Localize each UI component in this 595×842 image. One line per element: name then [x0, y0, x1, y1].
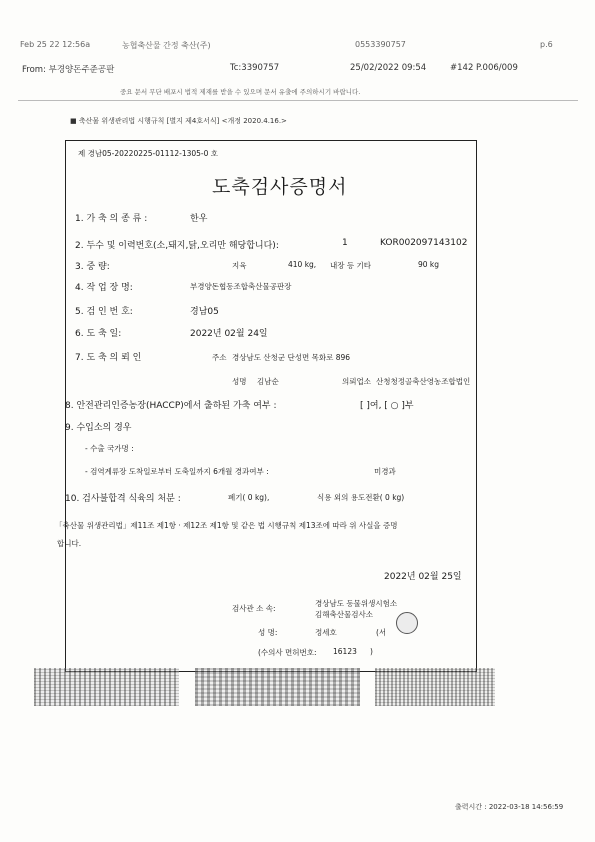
fax-id: #142 P.006/009: [450, 63, 518, 73]
issue-date: 2022년 02월 25일: [384, 572, 462, 582]
fax-date: Feb 25 22 12:56a: [20, 40, 91, 49]
fail-other: 식용 외의 용도전환( 0 kg): [317, 493, 405, 502]
client-org: 산청청정골축산영농조합법인: [376, 377, 471, 386]
license-number: 16123: [333, 647, 357, 656]
fax-timestamp: 25/02/2022 09:54: [350, 63, 427, 73]
plant-label: 4. 작 업 장 명:: [75, 283, 133, 293]
agency-label: 검사관 소 속:: [232, 604, 276, 613]
slaughter-date-value: 2022년 02월 24일: [190, 329, 268, 339]
weight-carcass-value: 410 kg,: [288, 260, 317, 269]
scan-noise-block: [195, 668, 360, 706]
license-label: (수의사 면허번호:: [258, 648, 317, 657]
fail-disposal: 폐기( 0 kg),: [228, 493, 270, 502]
inspector-name-label: 성 명:: [258, 628, 278, 637]
agency-line2: 김해축산물검사소: [315, 610, 373, 619]
client-address: 경상남도 산청군 단성면 목화로 896: [232, 353, 351, 362]
statement-line2: 합니다.: [57, 539, 82, 548]
client-label: 7. 도 축 의 뢰 인: [75, 353, 142, 363]
import-elapsed: - 검역계류장 도착일로부터 도축일까지 6개월 경과여부 :: [85, 467, 269, 476]
import-label: 9. 수입소의 경우: [65, 423, 132, 433]
fax-tel: Tc:3390757: [230, 63, 280, 73]
inspector-no-label: 5. 검 인 번 호:: [75, 307, 133, 317]
output-timestamp: 출력시간 : 2022-03-18 14:56:59: [455, 803, 564, 811]
fax-phone: 0553390757: [355, 40, 406, 49]
weight-offal-value: 90 kg: [418, 260, 440, 269]
client-address-label: 주소: [212, 353, 227, 362]
weight-offal-label: 내장 등 기타: [330, 261, 371, 270]
species-value: 한우: [190, 214, 208, 224]
weight-label: 3. 중 량:: [75, 262, 110, 272]
fax-from: From: 부경양돈주준공판: [22, 65, 115, 75]
import-country: - 수출 국가명 :: [85, 444, 134, 453]
trace-number: KOR002097143102: [380, 238, 468, 248]
seal-mark-text: (서: [376, 628, 387, 637]
client-name: 김남순: [257, 377, 279, 386]
haccp-answer: [ ]여, [ ○ ]부: [360, 401, 414, 411]
trace-label: 2. 두수 및 이력번호(소,돼지,닭,오리만 해당합니다):: [75, 241, 279, 251]
scan-noise-block: [375, 668, 495, 706]
statement-line1: 「축산물 위생관리법」제11조 제1항 · 제12조 제1항 및 같은 법 시행규칙 제13조에 따라 위 사실을 증명: [55, 521, 398, 530]
client-name-label: 성명: [232, 377, 247, 386]
haccp-question: 8. 안전관리인증농장(HACCP)에서 출하된 가축 여부 :: [65, 401, 277, 411]
official-seal-icon: [396, 612, 418, 634]
species-label: 1. 가 축 의 종 류 :: [75, 214, 148, 224]
plant-value: 부경양돈협동조합축산물공판장: [190, 282, 292, 291]
confidential-notice: 중요 문서 무단 배포시 법적 제재를 받을 수 있으며 문서 유출에 주의하시기 바랍니다.: [120, 88, 361, 96]
slaughter-date-label: 6. 도 축 일:: [75, 329, 122, 339]
import-elapsed-value: 미경과: [374, 467, 396, 476]
inspector-no-value: 경남05: [190, 307, 219, 317]
certificate-title: 도축검사증명서: [212, 176, 348, 198]
fail-label: 10. 검사불합격 식육의 처분 :: [65, 494, 181, 504]
client-org-label: 의뢰업소: [342, 377, 371, 386]
weight-carcass-label: 지육: [232, 261, 247, 270]
agency-line1: 경상남도 동물위생시험소: [315, 599, 398, 608]
fax-page: p.6: [540, 40, 553, 49]
license-close: ): [370, 647, 373, 656]
scan-noise-block: [34, 668, 179, 706]
legal-reference: ■ 축산물 위생관리법 시행규칙 [별지 제4호서식] <개정 2020.4.16.>: [70, 117, 287, 125]
certificate-number: 제 경남05-20220225-01112-1305-0 호: [78, 149, 219, 158]
inspector-name: 정세호: [315, 628, 337, 637]
divider: [18, 100, 578, 101]
fax-sender: 농협축산물 간정 축산(주): [122, 41, 211, 50]
trace-count: 1: [342, 238, 348, 248]
